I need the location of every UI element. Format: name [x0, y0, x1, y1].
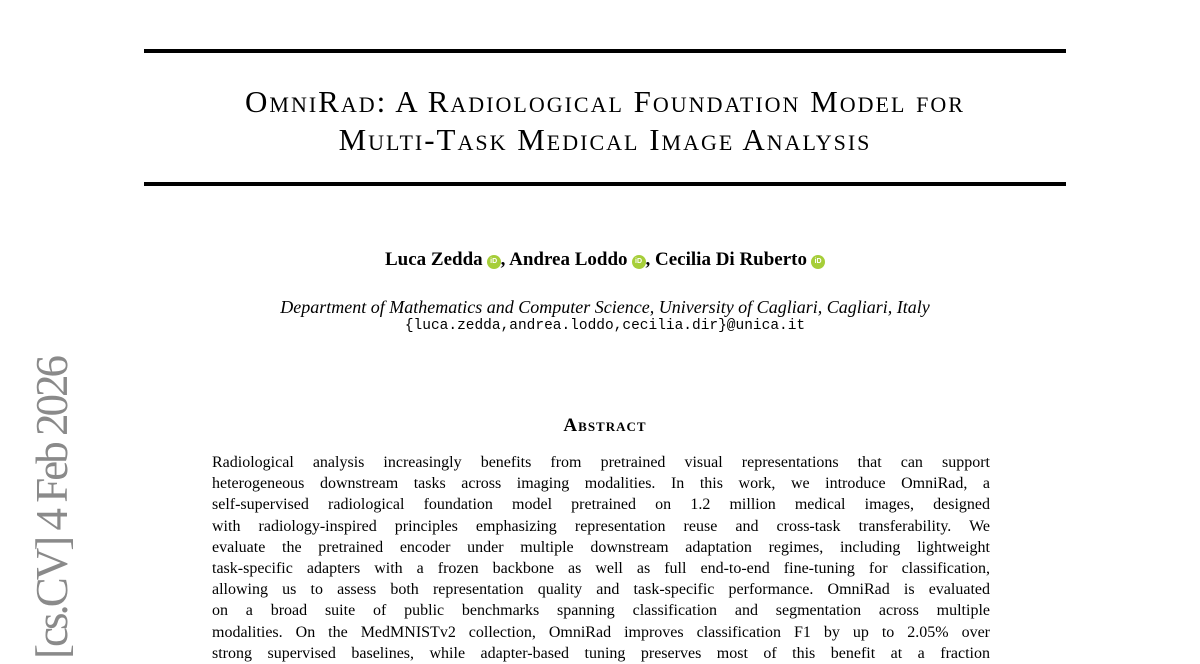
paper-title-line-2: Multi-Task Medical Image Analysis — [338, 122, 872, 157]
arxiv-stamp: [cs.CV] 4 Feb 2026 — [27, 358, 77, 659]
author-name: Andrea Loddo — [509, 249, 628, 270]
affiliation: Department of Mathematics and Computer Science, University of Cagliari, Cagliari, Italy — [280, 297, 930, 317]
orcid-icon[interactable]: iD — [811, 255, 825, 269]
abstract-line: with radiology-inspired principles emphasizing representation reuse and cross-task transferability. We — [212, 517, 990, 535]
orcid-icon[interactable]: iD — [632, 255, 646, 269]
author-name: Cecilia Di Ruberto — [655, 249, 808, 270]
title-rule-bottom — [144, 182, 1066, 186]
author-line — [144, 249, 1066, 271]
email-line: {luca.zedda,andrea.loddo,cecilia.dir}@unica.it — [404, 318, 806, 334]
abstract-line: Radiological analysis increasingly benefits from pretrained visual representations that can support — [212, 454, 990, 471]
author-separator: , — [500, 249, 510, 270]
abstract-line: evaluate the pretrained encoder under multiple downstream adaptation regimes, including lightweight — [212, 538, 990, 556]
abstract-text — [212, 452, 990, 664]
title-rule-top — [144, 49, 1066, 53]
abstract-heading: Abstract — [563, 415, 647, 436]
abstract-line: strong supervised baselines, while adapter-based tuning preserves most of this benefit at a fraction — [212, 644, 990, 662]
orcid-icon[interactable]: iD — [487, 255, 501, 269]
author-separator: , — [645, 249, 656, 270]
abstract-line: on a broad suite of public benchmarks spanning classification and segmentation across multiple — [212, 602, 990, 620]
abstract-line: task-specific adapters with a frozen backbone as well as full end-to-end fine-tuning for classification, — [212, 560, 990, 578]
author-name: Luca Zedda — [384, 249, 483, 270]
abstract-line: self-supervised radiological foundation model pretrained on 1.2 million medical images, designed — [212, 496, 990, 514]
abstract-line: heterogeneous downstream tasks across imaging modalities. In this work, we introduce OmniRad, a — [212, 475, 990, 493]
abstract-line: allowing us to assess both representation quality and task-specific performance. OmniRad is evaluated — [212, 581, 990, 599]
paper-title-line-1: OmniRad: A Radiological Foundation Model for — [245, 84, 965, 119]
abstract-line: modalities. On the MedMNISTv2 collection, OmniRad improves classification F1 by up to 2.05% over — [212, 623, 990, 641]
